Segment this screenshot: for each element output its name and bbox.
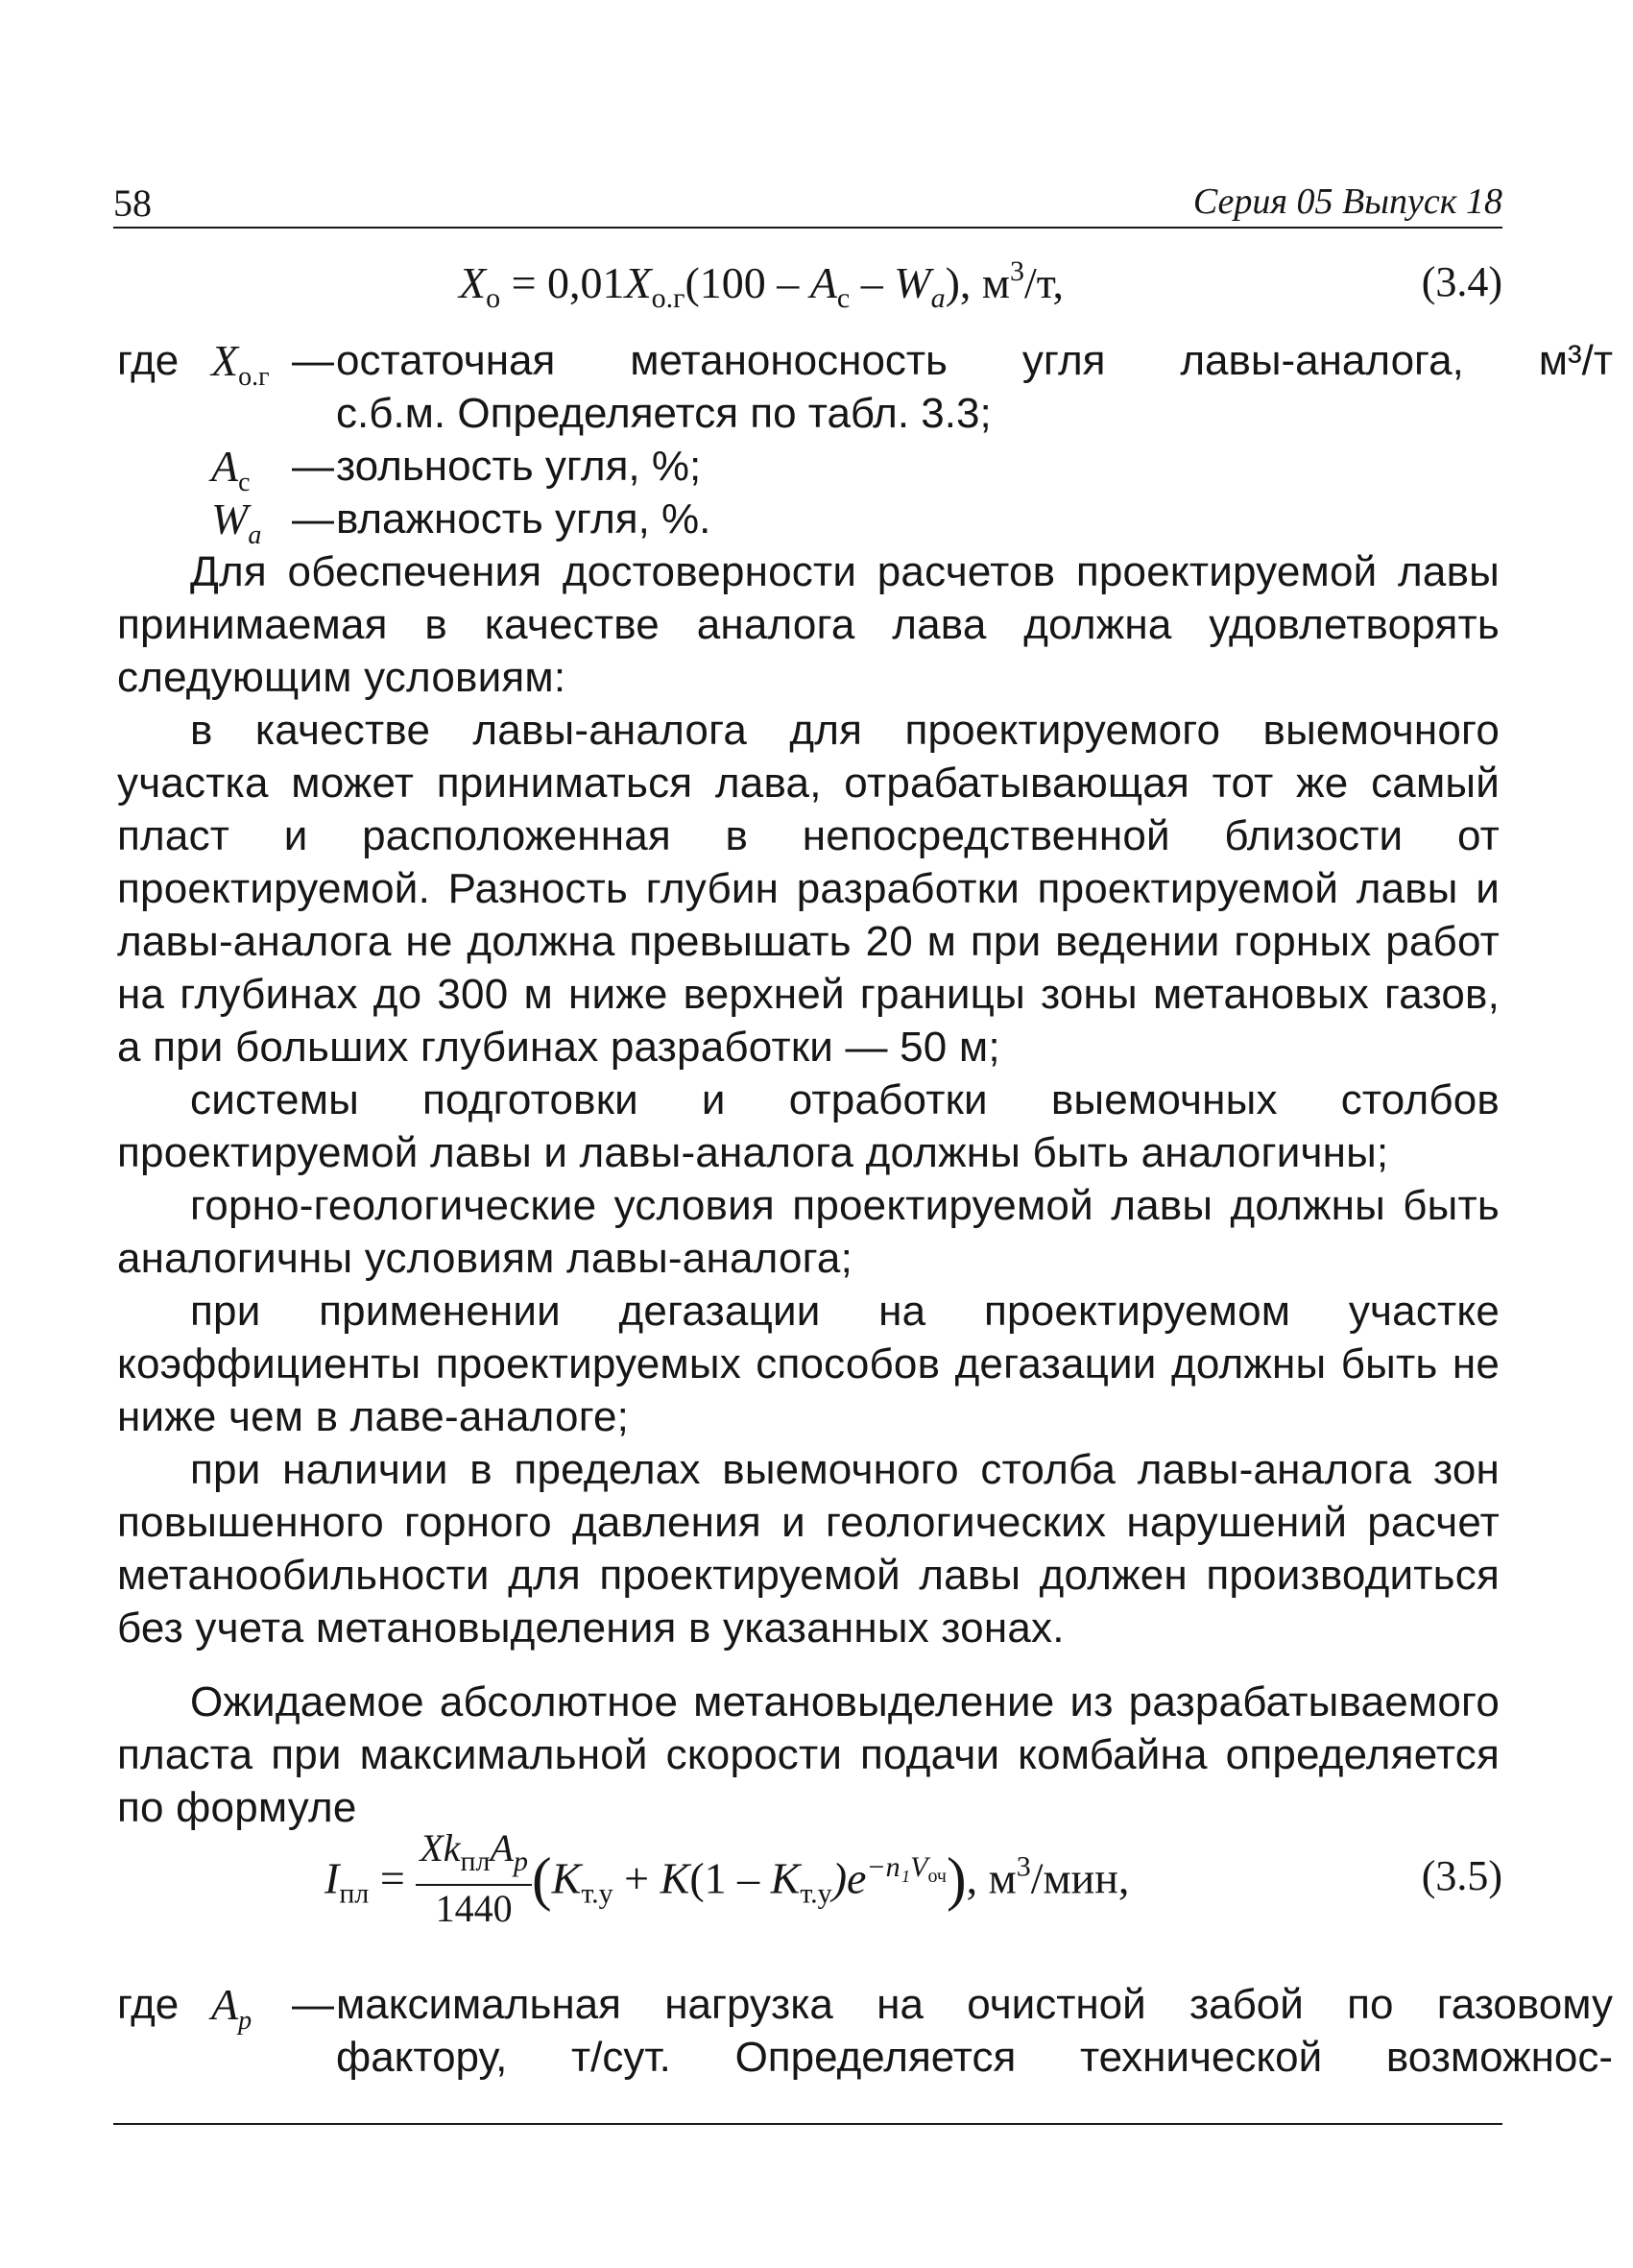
formula-var: )e	[831, 1853, 867, 1903]
paragraph-intro: Для обеспечения достоверности расчетов проектируемой лавы принимаемая в качестве аналога лава должна удовлетворять следующим условиям:	[117, 548, 1500, 701]
equation-number-3-5: (3.5)	[1421, 1852, 1502, 1899]
equation-number-3-4: (3.4)	[1421, 258, 1502, 305]
where-dash: —	[292, 495, 334, 543]
formula-var: W	[894, 258, 931, 307]
formula-text: (1 –	[689, 1853, 771, 1903]
formula-fraction	[416, 1826, 532, 1932]
formula-text: /мин,	[1030, 1853, 1130, 1903]
formula-var: X	[459, 258, 487, 307]
fraction-numerator	[416, 1826, 532, 1884]
where-dash: —	[292, 443, 334, 490]
where-row	[117, 334, 1613, 392]
formula-var: Xk	[420, 1826, 461, 1870]
paragraph-formula-lead: Ожидаемое абсолютное метановыделение из разрабатываемого пласта при максимальной скорости подачи комбайна определяется по формуле	[117, 1678, 1500, 1831]
formula-text: =	[369, 1853, 417, 1903]
where-row	[117, 2031, 1613, 2084]
where-definition: остаточная метаноносность угля лавы-аналога, м³/т	[336, 337, 1613, 384]
formula-text: ), м	[945, 258, 1011, 307]
formula-var: I	[324, 1853, 340, 1903]
formula-sub: о.г	[651, 282, 685, 314]
where-dash: —	[292, 337, 334, 384]
formula-var: K	[770, 1853, 801, 1903]
formula-text: +	[612, 1853, 660, 1903]
body-text	[117, 545, 1500, 1834]
where-dash: —	[292, 1981, 334, 2028]
footer-rule	[113, 2123, 1502, 2125]
where-definition: влажность угля, %.	[336, 495, 711, 543]
where-symbol-sub: a	[248, 520, 262, 550]
page-number: 58	[113, 181, 152, 225]
formula-exponent-sub: оч	[927, 1865, 947, 1887]
formula-text: , м	[966, 1853, 1017, 1903]
formula-sub: с	[836, 282, 851, 314]
where-definition: фактору, т/сут. Определяется технической возможнос-	[336, 2034, 1613, 2081]
running-header	[113, 181, 1502, 229]
where-definition: зольность угля, %;	[336, 443, 702, 490]
fraction-denominator: 1440	[435, 1887, 513, 1930]
where-row	[117, 1978, 1613, 2036]
formula-text: /т,	[1024, 258, 1064, 307]
where-symbol-var: W	[211, 495, 249, 543]
formula-sub: a	[930, 282, 946, 314]
formula-sub: пл	[460, 1846, 491, 1877]
where-row	[117, 387, 1500, 440]
paragraph-condition-2: системы подготовки и отработки выемочных столбов проектируемой лавы и лавы-аналога должны быть аналогичны;	[117, 1076, 1500, 1176]
where-symbol-sub: p	[238, 2006, 252, 2036]
header-rule	[113, 227, 1502, 229]
where-block-3-5	[117, 1978, 1613, 2084]
where-symbol-var: X	[211, 336, 239, 385]
formula-sub: p	[513, 1846, 528, 1877]
formula-sub: о	[486, 282, 501, 314]
paragraph-condition-5: при наличии в пределах выемочного столба лавы-аналога зон повышенного горного давления и геологических нарушений расчет метанообильности для проектируемой лавы должен производиться без учета метановыделения в указанных зонах.	[117, 1446, 1500, 1652]
formula-sub: т.у	[800, 1877, 832, 1910]
paragraph-condition-4: при применении дегазации на проектируемом участке коэффициенты проектируемых способов дегазации должны быть не ниже чем в лаве-аналоге;	[117, 1288, 1500, 1440]
where-definition: с.б.м. Определяется по табл. 3.3;	[336, 390, 992, 437]
where-symbol-sub: с	[238, 468, 251, 497]
where-block-3-4	[117, 334, 1613, 550]
formula-paren: (	[531, 1846, 552, 1913]
formula-3-4	[459, 255, 1064, 315]
where-row	[117, 440, 1500, 497]
where-lead: где	[117, 1981, 180, 2028]
formula-paren: )	[946, 1846, 967, 1913]
where-symbol-var: A	[211, 1980, 239, 2029]
formula-exponent: −n₁V	[866, 1850, 928, 1883]
formula-text: –	[850, 258, 895, 307]
formula-var: X	[624, 258, 652, 307]
formula-text: (100 –	[684, 258, 810, 307]
formula-sub: т.у	[581, 1877, 613, 1910]
formula-sub: пл	[339, 1877, 370, 1910]
paragraph-condition-3: горно-геологические условия проектируемой лавы должны быть аналогичны условиям лавы-аналога;	[117, 1182, 1500, 1282]
formula-sup: 3	[1010, 255, 1025, 287]
formula-3-5	[324, 1826, 1130, 1936]
paragraph-condition-1: в качестве лавы-аналога для проектируемого выемочного участка может приниматься лава, отрабатывающая тот же самый пласт и расположенная в непосредственной близости от проектируемой. Разность глубин разработки проектируемой лавы и лавы-аналога не должна превышать 20 м при ведении горных работ на глубинах до 300 м ниже верхней границы зоны метановых газов, а при больших глубинах разработки — 50 м;	[117, 707, 1500, 1071]
where-row	[117, 493, 1500, 550]
formula-var: K	[551, 1853, 582, 1903]
formula-var: K	[660, 1853, 690, 1903]
where-symbol-sub: о.г	[238, 362, 270, 392]
formula-text: = 0,01	[500, 258, 625, 307]
series-title: Серия 05 Выпуск 18	[1192, 181, 1502, 222]
where-lead: где	[117, 337, 180, 384]
where-symbol-var: A	[211, 442, 239, 491]
formula-var: A	[809, 258, 837, 307]
where-definition: максимальная нагрузка на очистной забой по газовому	[336, 1981, 1613, 2028]
formula-sup: 3	[1016, 1850, 1031, 1883]
formula-var: A	[490, 1826, 514, 1870]
